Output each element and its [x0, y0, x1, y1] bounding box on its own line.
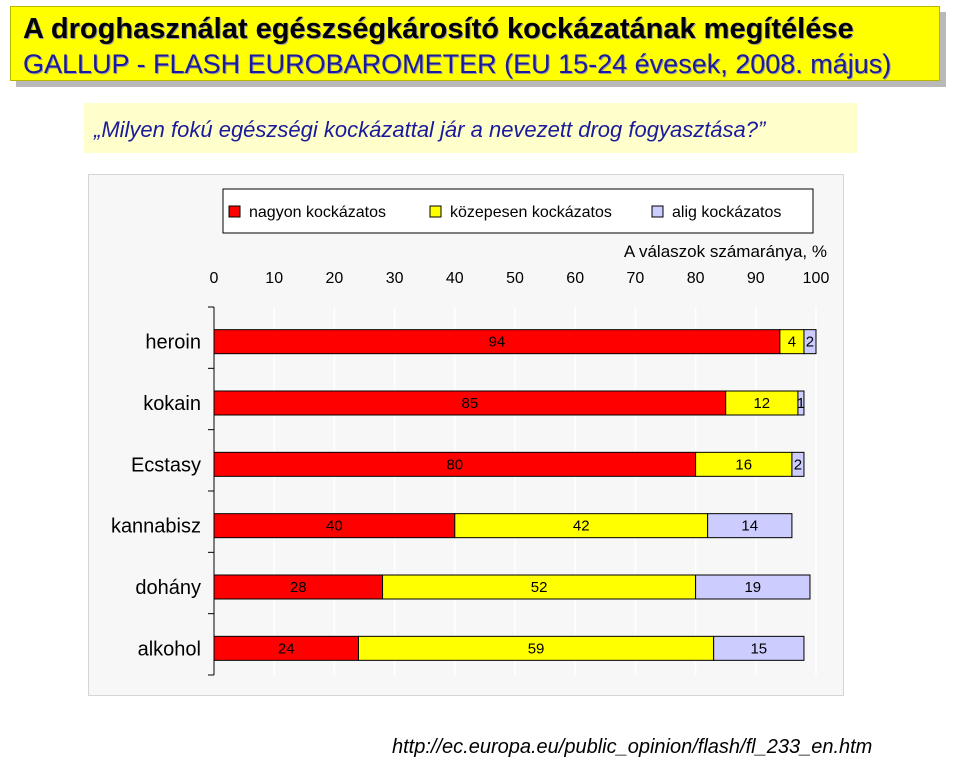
- category-label-1: kokain: [143, 393, 201, 415]
- bar-label-2-1: 16: [735, 456, 753, 474]
- x-tick-label-5: 50: [506, 270, 524, 287]
- x-tick-label-8: 80: [686, 270, 705, 287]
- bar-label-0-0: 94: [488, 333, 506, 351]
- bar-label-1-1: 12: [753, 395, 771, 412]
- x-tick-label-0: 0: [209, 270, 219, 287]
- bar-label-4-0: 28: [289, 579, 307, 596]
- legend-label-2: alig kockázatos: [672, 204, 782, 221]
- x-tick-label-6: 60: [566, 270, 585, 287]
- bar-label-3-2: 14: [741, 517, 759, 535]
- title-banner: [10, 6, 940, 81]
- bar-label-0-1: 4: [787, 333, 797, 351]
- source-url[interactable]: http://ec.europa.eu/public_opinion/flash/fl_233_en.htm: [392, 736, 873, 758]
- page-title: A droghasználat egészségkárosító kockázatának megítélése: [23, 13, 854, 45]
- x-tick-label-4: 40: [445, 270, 464, 287]
- page-subtitle: GALLUP - FLASH EUROBAROMETER (EU 15-24 évesek, 2008. május): [23, 49, 892, 79]
- legend-swatch-2: [652, 206, 663, 217]
- legend-label-1: közepesen kockázatos: [450, 204, 612, 221]
- x-tick-label-2: 20: [325, 270, 344, 287]
- legend-label-0: nagyon kockázatos: [249, 204, 386, 221]
- bar-label-3-1: 42: [572, 517, 590, 535]
- bar-label-4-2: 19: [744, 579, 762, 596]
- legend-swatch-1: [430, 206, 441, 217]
- legend-swatch-0: [229, 206, 240, 217]
- category-label-0: heroin: [145, 331, 201, 354]
- category-label-2: Ecstasy: [130, 454, 201, 477]
- bar-label-3-0: 40: [326, 517, 343, 535]
- question-box: [84, 103, 858, 153]
- survey-question: „Milyen fokú egészségi kockázattal jár a nevezett drog fogyasztása?”: [94, 117, 766, 142]
- x-axis-title: A válaszok számaránya, %: [623, 242, 827, 261]
- chart-area: [88, 174, 844, 696]
- x-tick-label-3: 30: [385, 270, 404, 287]
- x-tick-label-10: 100: [802, 270, 830, 287]
- category-label-3: kannabisz: [110, 515, 201, 538]
- bar-label-5-1: 59: [527, 640, 545, 658]
- bar-label-1-2: 1: [796, 395, 806, 412]
- bar-label-5-2: 15: [750, 640, 768, 658]
- bar-label-5-0: 24: [277, 640, 295, 658]
- x-tick-label-7: 70: [626, 270, 645, 287]
- bar-label-4-1: 52: [530, 579, 548, 596]
- bar-label-2-2: 2: [793, 456, 803, 474]
- category-label-5: alkohol: [137, 638, 201, 661]
- x-tick-label-9: 90: [746, 270, 765, 287]
- bar-label-1-0: 85: [461, 395, 479, 412]
- stacked-bar-chart: [89, 175, 845, 697]
- category-label-4: dohány: [135, 577, 201, 599]
- x-tick-label-1: 10: [265, 270, 284, 287]
- bar-label-0-2: 2: [805, 333, 815, 351]
- bar-label-2-0: 80: [446, 456, 464, 474]
